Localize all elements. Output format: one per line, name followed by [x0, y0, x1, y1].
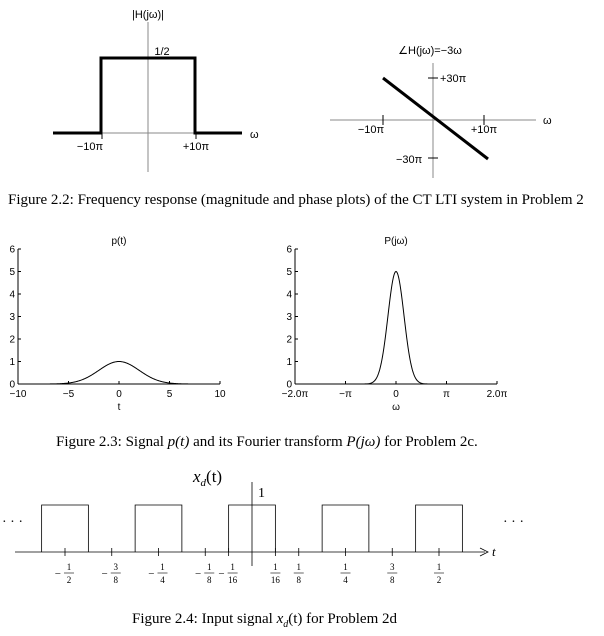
xd-tick-den: 8: [390, 575, 395, 585]
xd-tick-num: 1: [273, 562, 278, 572]
magnitude-plot: [53, 9, 259, 172]
xd-tick-den: 16: [228, 575, 238, 585]
xd-tick-den: 2: [436, 575, 442, 585]
x-tick-label: 5: [166, 389, 173, 400]
x-tick-label: −π: [339, 389, 352, 400]
xd-plot: [2, 467, 524, 585]
x-tick-label: −5: [62, 389, 75, 400]
x-tick-label: −10: [9, 389, 27, 400]
y-tick-label: 4: [9, 289, 15, 301]
xd-tick-den: 4: [160, 575, 165, 585]
xd-tick-den: 8: [113, 575, 118, 585]
pjw-title: P(jω): [384, 236, 408, 247]
phase-ytick-label-neg: −30π: [396, 154, 423, 166]
xd-tick-num: 1: [207, 562, 212, 572]
xd-tick-num: 1: [436, 562, 442, 572]
pt-curve: [18, 362, 220, 385]
xd-dots-right: · · ·: [503, 515, 524, 530]
xd-tick-sign: −: [54, 568, 61, 580]
xd-tick-sign: −: [195, 568, 202, 580]
xd-tick-sign: −: [218, 568, 225, 580]
y-tick-label: 3: [286, 312, 292, 323]
xd-xlabel: t: [492, 544, 496, 559]
pt-title: p(t): [111, 236, 127, 247]
y-tick-label: 5: [9, 267, 15, 278]
y-tick-label: 1: [286, 357, 292, 368]
y-tick-label: 2: [286, 334, 292, 346]
xd-tick-num: 3: [113, 562, 118, 572]
xd-dots-left: · · ·: [2, 515, 23, 530]
pt-xlabel: t: [117, 402, 121, 413]
xd-tick-den: 16: [270, 575, 280, 585]
y-tick-label: 5: [286, 267, 292, 278]
y-tick-label: 6: [286, 244, 292, 256]
x-tick-label: 10: [214, 389, 226, 400]
xd-title: $x_d(t)$: [193, 467, 223, 489]
phase-title: ∠H(jω)=−3ω: [398, 45, 462, 57]
y-tick-label: 6: [9, 244, 15, 256]
magnitude-tick-label-pos: +10π: [182, 141, 210, 153]
magnitude-xlabel: ω: [250, 129, 259, 141]
phase-xtick-label-neg: −10π: [357, 124, 385, 136]
xd-tick-sign: −: [101, 568, 108, 580]
figure23-caption: Figure 2.3: Signal p(t) and its Fourier transform P(jω) for Problem 2c.: [56, 434, 478, 450]
xd-tick-den: 2: [66, 575, 72, 585]
magnitude-ylabel: |H(jω)|: [131, 9, 165, 21]
x-tick-label: 0: [393, 389, 399, 400]
y-tick-label: 3: [9, 312, 15, 323]
phase-plot: [330, 45, 552, 178]
xd-tick-den: 8: [207, 575, 212, 585]
xd-tick-sign: −: [148, 568, 155, 580]
y-tick-label: 0: [286, 379, 292, 391]
y-tick-label: 2: [9, 334, 15, 346]
xd-tick-den: 4: [343, 575, 348, 585]
x-tick-label: 2.0π: [486, 389, 508, 400]
xd-tick-num: 1: [343, 562, 348, 572]
phase-curve: [383, 78, 488, 159]
xd-tick-num: 1: [296, 562, 301, 572]
xd-tick-num: 1: [230, 562, 235, 572]
magnitude-level-label: 1/2: [154, 46, 170, 58]
y-tick-label: 1: [9, 357, 15, 368]
xd-tick-num: 1: [66, 562, 72, 572]
phase-xlabel: ω: [543, 115, 552, 127]
figure24-caption: Figure 2.4: Input signal $x_d(t)$ for Problem 2d: [132, 611, 397, 630]
x-tick-label: 0: [116, 389, 122, 400]
figure22-caption: Figure 2.2: Frequency response (magnitude and phase plots) of the CT LTI system in Problem 2: [8, 192, 584, 208]
pt-chart: [9, 236, 226, 413]
x-tick-label: −2.0π: [281, 389, 309, 400]
phase-ytick-label-pos: +30π: [440, 73, 467, 85]
magnitude-tick-label-neg: −10π: [76, 141, 104, 153]
x-tick-label: π: [443, 389, 450, 400]
xd-amp-label: 1: [258, 486, 265, 501]
pjw-curve: [295, 272, 497, 385]
y-tick-label: 0: [9, 379, 15, 391]
pjw-chart: [282, 236, 508, 413]
xd-tick-num: 3: [390, 562, 395, 572]
phase-xtick-label-pos: +10π: [470, 124, 498, 136]
y-tick-label: 4: [286, 289, 292, 301]
pjw-xlabel: ω: [392, 402, 400, 413]
xd-tick-den: 8: [296, 575, 301, 585]
xd-tick-num: 1: [160, 562, 165, 572]
